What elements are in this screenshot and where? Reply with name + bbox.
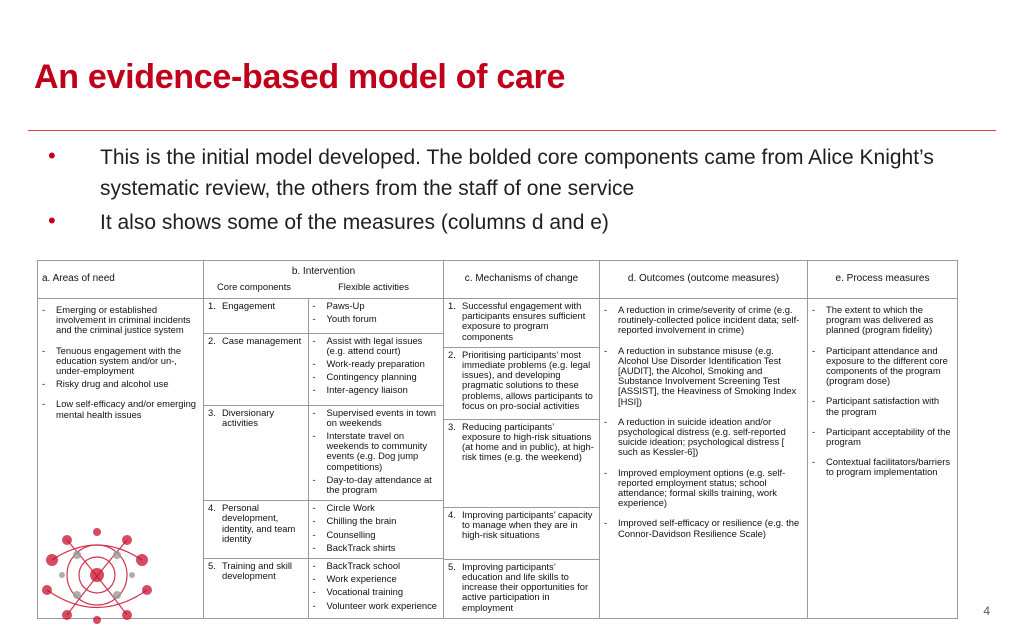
mechanisms-subtable [444,299,599,618]
process-item: - Participant attendance and exposure to the different core components of the program (program dose) [812,344,948,387]
header-flexible-activities: Flexible activities [338,280,409,292]
header-areas-of-need: a. Areas of need [38,261,204,299]
process-measures-cell [808,299,958,619]
core-component: 4. Personal development, identity, and team identity [204,501,308,559]
process-item: - Contextual facilitators/barriers to program implementation [812,456,951,478]
mechanism-item: 4. Improving participants’ capacity to manage when they are in high-risk situations [444,507,599,559]
model-of-care-table [37,260,958,619]
list-item: - Risky drug and alcohol use [42,378,169,390]
process-item: - The extent to which the program was delivered as planned (program fidelity) [812,304,934,336]
flexible-activities: - Circle Work - Chilling the brain - Counselling - BackTrack shirts [308,501,443,559]
process-item: - Participant satisfaction with the program [812,395,940,417]
core-component: 1. Engagement [204,299,308,333]
flexible-activities: - Paws-Up - Youth forum [308,299,443,333]
process-item: - Participant acceptability of the program [812,425,951,448]
header-mechanisms: c. Mechanisms of change [444,261,600,299]
network-logo-icon [22,520,172,630]
bullet-list [48,142,988,241]
mechanism-item: 2. Prioritising participants’ most immediate problems (e.g. legal issues), and developing pragmatic solutions to these problems, allows participants to focus on pro-social activities [444,347,599,419]
list-item: - Emerging or established involvement in criminal incidents and the criminal justice system [42,304,191,336]
bullet-text: It also shows some of the measures (columns d and e) [100,211,609,234]
core-component: 3. Diversionary activities [204,405,308,501]
bullet-item [48,142,988,204]
mechanisms-cell [444,299,600,619]
outcomes-cell [600,299,808,619]
header-intervention-title: b. Intervention [291,266,356,278]
header-core-components: Core components [217,280,291,292]
intervention-cell [204,299,444,619]
bullet-dot-icon: • [48,208,56,233]
outcome-item: - A reduction in crime/severity of crime (e.g. routinely-collected police incident data; self-reported involvement in crime) [604,304,800,336]
outcome-item: - A reduction in suicide ideation and/or psychological distress (e.g. self-reported suicide ideation; psychological distress [ such as Kessler-6]) [604,415,786,458]
outcome-item: - Improved employment options (e.g. self-reported employment status; school attendance; formal skills training, work experience) [604,466,786,509]
flexible-activities: - Supervised events in town on weekends - Interstate travel on weekends to community events (e.g. Dog jump competitions) - Day-to-day attendance at the program [308,405,443,501]
flexible-activities: - Assist with legal issues (e.g. attend court) - Work-ready preparation - Contingency planning - Inter-agency liaison [308,333,443,405]
outcome-item: - A reduction in substance misuse (e.g. Alcohol Use Disorder Identification Test [AUDIT], the Alcohol, Smoking and Substance Involvement Screening Test [ASSIST], the Heaviness of Smoking Index [HSI]) [604,344,797,407]
intervention-subtable [204,299,443,618]
header-process-measures: e. Process measures [808,261,958,299]
mechanism-item: 3. Reducing participants’ exposure to high-risk situations (at home and in public), at high-risk times (e.g. the weekend) [444,419,599,507]
list-item: - Tenuous engagement with the education system and/or un-, under-employment [42,344,182,377]
mechanism-item: 5. Improving participants’ education and life skills to increase their opportunities for active participation in employment [448,560,589,613]
bullet-dot-icon: • [48,143,56,168]
header-intervention [204,261,444,299]
slide-title: An evidence-based model of care [34,58,566,96]
mechanism-item: 1. Successful engagement with participants ensures sufficient exposure to program components [444,299,599,347]
flexible-activities: - BackTrack school - Work experience - Vocational training - Volunteer work experience [312,559,437,611]
core-component: 2. Case management [204,333,308,405]
list-item: - Low self-efficacy and/or emerging mental health issues [42,398,197,420]
title-divider [28,130,996,131]
bullet-item [48,207,988,238]
bullet-text: This is the initial model developed. The bolded core components came from Alice Knight’s systematic review, the others from the staff of one service [100,146,934,200]
page-number: 4 [983,604,990,618]
outcome-item: - Improved self-efficacy or resilience (e.g. the Connor-Davidson Resilience Scale) [604,517,800,539]
core-component: 5. Training and skill development [204,558,308,617]
header-outcomes: d. Outcomes (outcome measures) [600,261,808,299]
